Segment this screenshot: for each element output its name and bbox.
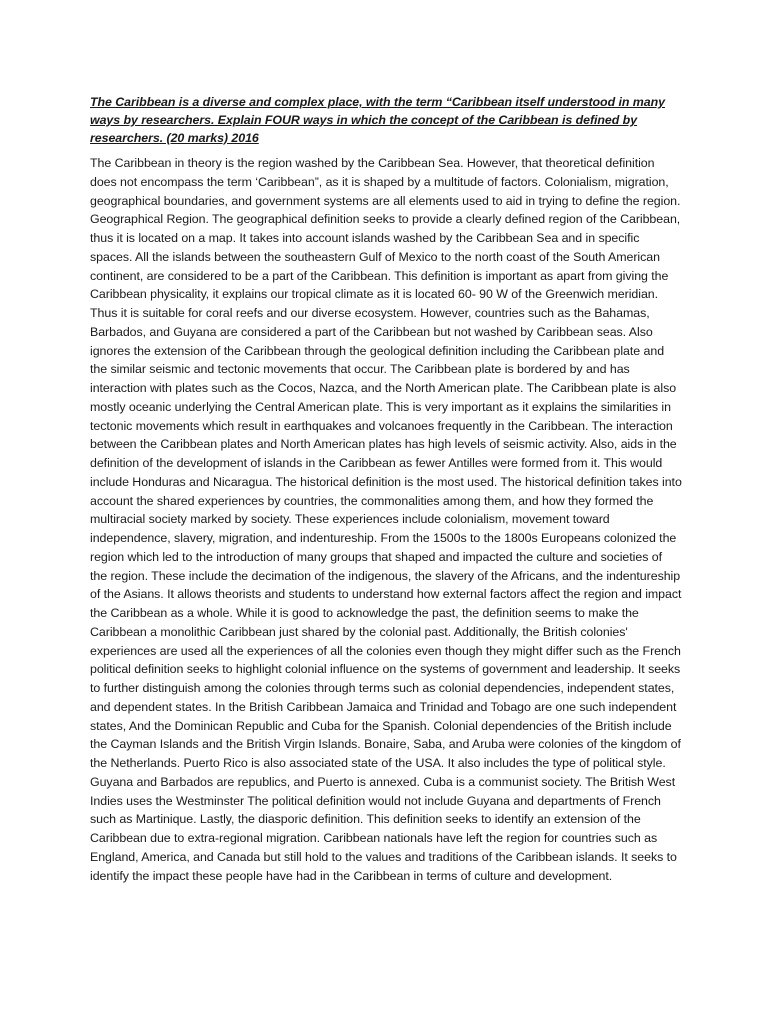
- essay-body-paragraph: The Caribbean in theory is the region washed by the Caribbean Sea. However, that theoretical definition does not encompass the term ‘Caribbean”, as it is shaped by a multitude of factors. Colonialism, migration, geographical boundaries, and government systems are all elements used to aid in trying to define the region. Geographical Region. The geographical definition seeks to provide a clearly defined region of the Caribbean, thus it is located on a map. It takes into account islands washed by the Caribbean Sea and in specific spaces. All the islands between the southeastern Gulf of Mexico to the north coast of the South American continent, are considered to be a part of the Caribbean. This definition is important as apart from giving the Caribbean physicality, it explains our tropical climate as it is located 60- 90 W of the Greenwich meridian. Thus it is suitable for coral reefs and our diverse ecosystem. However, countries such as the Bahamas, Barbados, and Guyana are considered a part of the Caribbean but not washed by Caribbean seas. Also ignores the extension of the Caribbean through the geological definition including the Caribbean plate and the similar seismic and tectonic movements that occur. The Caribbean plate is bordered by and has interaction with plates such as the Cocos, Nazca, and the North American plate. The Caribbean plate is also mostly oceanic underlying the Central American plate. This is very important as it explains the similarities in tectonic movements which result in earthquakes and volcanoes frequently in the Caribbean. The interaction between the Caribbean plates and North American plates has high levels of seismic activity. Also, aids in the definition of the development of islands in the Caribbean as fewer Antilles were formed from it. This would include Honduras and Nicaragua. The historical definition is the most used. The historical definition takes into account the shared experiences by countries, the commonalities among them, and how they formed the multiracial society marked by society. These experiences include colonialism, movement toward independence, slavery, migration, and indentureship. From the 1500s to the 1800s Europeans colonized the region which led to the introduction of many groups that shaped and impacted the culture and societies of the region. These include the decimation of the indigenous, the slavery of the Africans, and the indentureship of the Asians. It allows theorists and students to understand how external factors affect the region and impact the Caribbean as a whole. While it is good to acknowledge the past, the definition seems to make the Caribbean a monolithic Caribbean just shared by the colonial past. Additionally, the British colonies' experiences are used all the experiences of all the colonies even though they might differ such as the French political definition seeks to highlight colonial influence on the systems of government and leadership. It seeks to further distinguish among the colonies through terms such as colonial dependencies, independent states, and dependent states. In the British Caribbean Jamaica and Trinidad and Tobago are one such independent states, And the Dominican Republic and Cuba for the Spanish. Colonial dependencies of the British include the Cayman Islands and the British Virgin Islands. Bonaire, Saba, and Aruba were colonies of the kingdom of the Netherlands. Puerto Rico is also associated state of the USA. It also includes the type of political style. Guyana and Barbados are republics, and Puerto is annexed. Cuba is a communist society. The British West Indies uses the Westminster The political definition would not include Guyana and departments of French such as Martinique. Lastly, the diasporic definition. This definition seeks to identify an extension of the Caribbean due to extra-regional migration. Caribbean nationals have left the region for countries such as England, America, and Canada but still hold to the values and traditions of the Caribbean islands. It seeks to identify the impact these people have had in the Caribbean in terms of culture and development.: [90, 156, 682, 883]
- essay-question-heading: The Caribbean is a diverse and complex place, with the term “Caribbean itself understood in many ways by researchers. Explain FOUR ways in which the concept of the Caribbean is defined by researchers. (20 marks) 2016: [90, 95, 665, 145]
- document-page: [90, 93, 682, 885]
